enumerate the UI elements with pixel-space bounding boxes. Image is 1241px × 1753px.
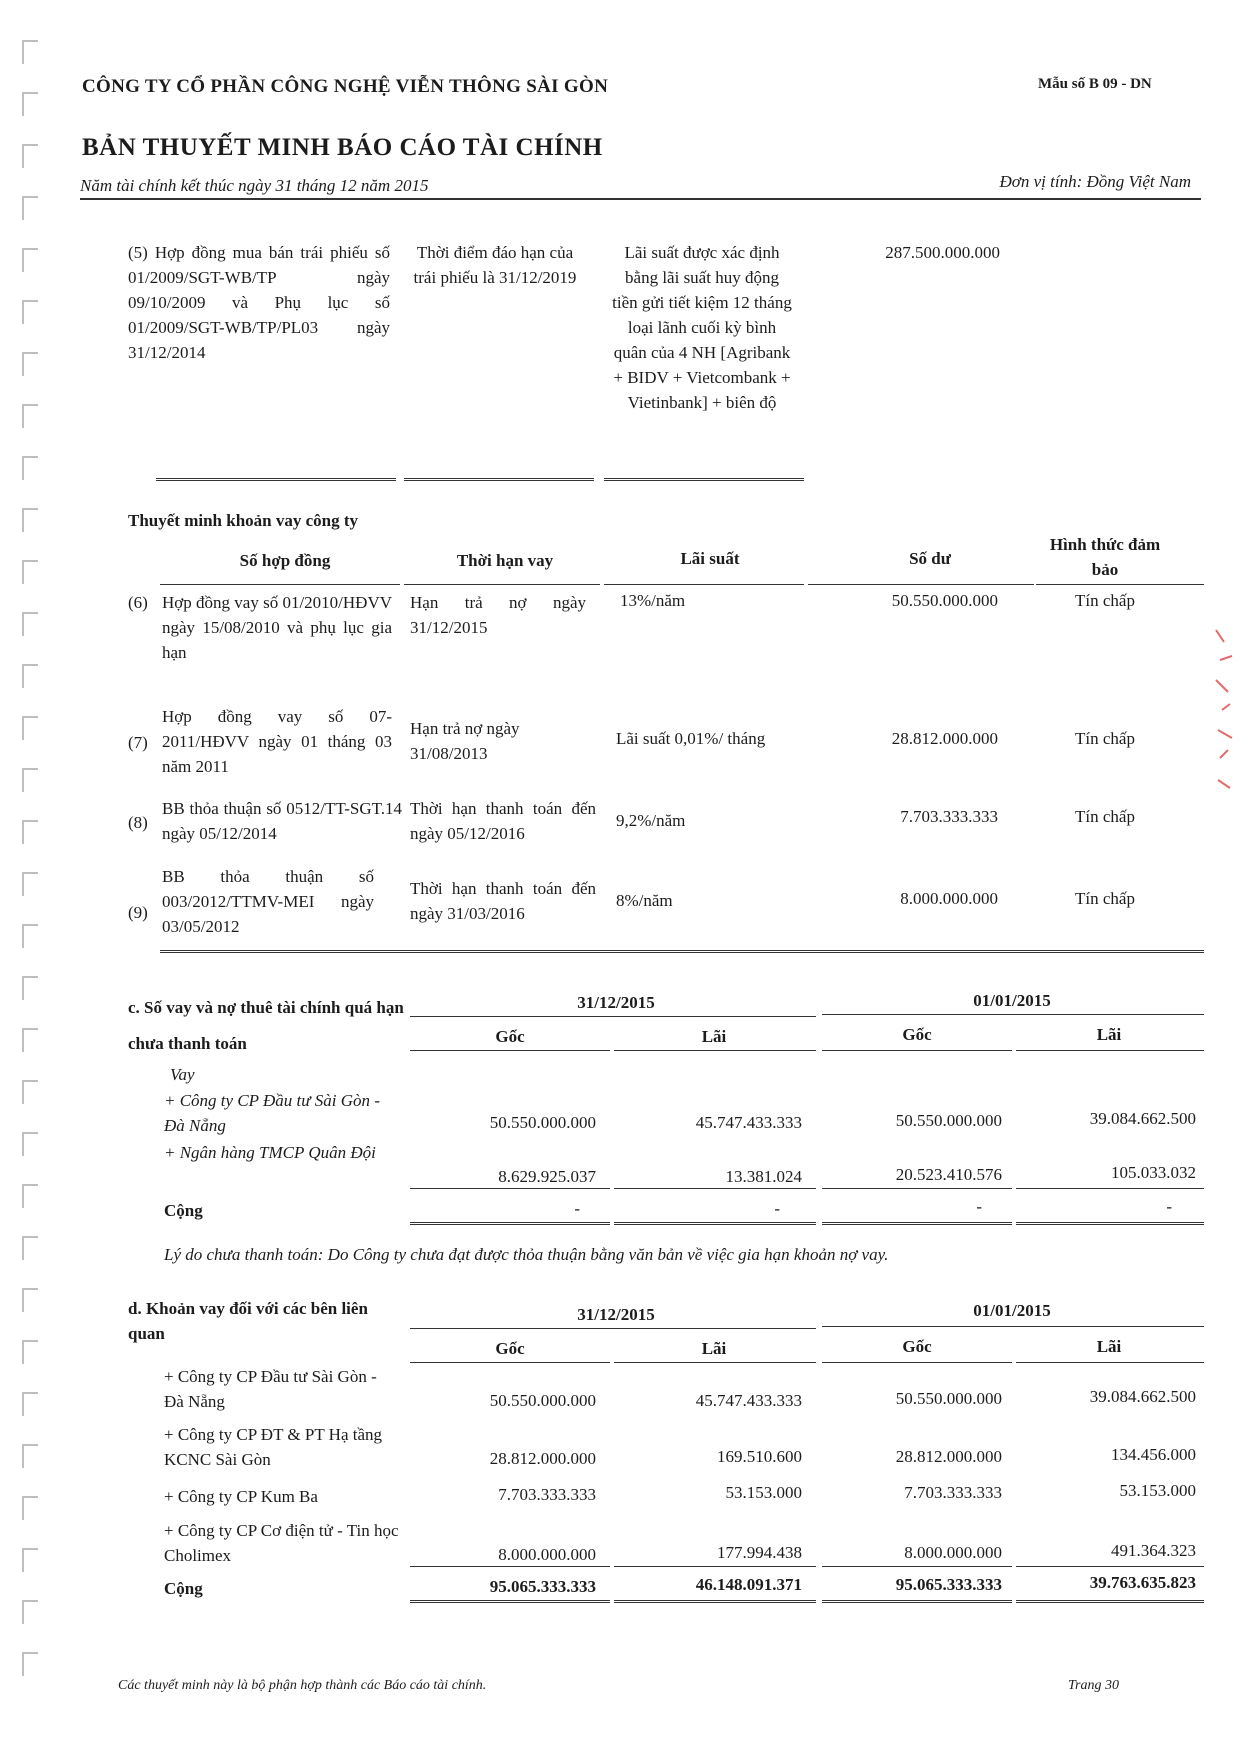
section-d-row-i1: 177.994.438	[717, 1543, 802, 1562]
fiscal-period: Năm tài chính kết thúc ngày 31 tháng 12 năm 2015	[80, 176, 429, 195]
section-c-row-p2: 20.523.410.576	[895, 1165, 1002, 1184]
section-c-total-rule	[822, 1222, 1012, 1225]
section-d-row-i2: 134.456.000	[1111, 1445, 1196, 1464]
loans-header-rule	[404, 584, 600, 585]
section-c-col-principal: Gốc	[902, 1025, 932, 1044]
section-d-subtotal-rule	[410, 1566, 610, 1567]
section-d-row-name: + Công ty CP Kum Ba	[164, 1487, 318, 1506]
section-c-row-name: + Ngân hàng TMCP Quân Đội	[164, 1143, 376, 1162]
loans-header-rule	[1036, 584, 1204, 585]
section-d-row-i2: 39.084.662.500	[1089, 1387, 1196, 1406]
loan-row-guarantee: Tín chấp	[1075, 729, 1135, 748]
section-c-total-p1: -	[574, 1199, 580, 1218]
section-d-row-name: + Công ty CP Cơ điện tử - Tin học Cholimex	[164, 1521, 399, 1565]
section-c-total-label: Cộng	[164, 1201, 203, 1220]
bond-rule	[156, 478, 396, 481]
company-name: CÔNG TY CỔ PHẦN CÔNG NGHỆ VIỄN THÔNG SÀI GÒN	[82, 76, 609, 97]
bond-rate: Lãi suất được xác định bằng lãi suất huy động tiền gửi tiết kiệm 12 tháng loại lãnh cuối kỳ bình quân của 4 NH [Agribank + BIDV + Vietcombank + Vietinbank] + biên độ	[612, 243, 792, 412]
section-d-row-p1: 50.550.000.000	[489, 1391, 596, 1410]
section-d-date-rule	[822, 1326, 1204, 1327]
section-d-row-i1: 169.510.600	[717, 1447, 802, 1466]
section-c-subtotal-rule	[822, 1188, 1012, 1189]
section-d-header-rule	[822, 1362, 1012, 1363]
loan-row-term: Hạn trả nợ ngày 31/12/2015	[410, 593, 586, 637]
bond-rule	[404, 478, 594, 481]
section-d-row-i2: 53.153.000	[1119, 1481, 1196, 1500]
section-d-row-name: + Công ty CP ĐT & PT Hạ tầng KCNC Sài Gòn	[164, 1425, 383, 1469]
form-number: Mẫu số B 09 - DN	[1038, 76, 1152, 92]
section-c-col-interest: Lãi	[1096, 1025, 1122, 1044]
section-d-row-p2: 8.000.000.000	[904, 1543, 1002, 1562]
section-c-group: Vay	[170, 1065, 195, 1084]
section-c-col-interest: Lãi	[701, 1027, 727, 1046]
loan-row-rate: 9,2%/năm	[616, 811, 686, 830]
section-d-date1: 31/12/2015	[577, 1305, 655, 1324]
section-d-row-name: + Công ty CP Đầu tư Sài Gòn - Đà Nẵng	[164, 1367, 377, 1411]
bond-rule	[604, 478, 804, 481]
loan-row-contract: Hợp đồng vay số 07-2011/HĐVV ngày 01 tháng 03 năm 2011	[162, 707, 392, 776]
loan-row-rate: Lãi suất 0,01%/ tháng	[616, 729, 766, 748]
loans-header-term: Thời hạn vay	[456, 551, 554, 570]
section-c-date-rule	[822, 1014, 1204, 1015]
section-d-col-interest: Lãi	[1096, 1337, 1122, 1356]
loan-row-term: Hạn trả nợ ngày 31/08/2013	[410, 719, 520, 763]
loans-header-rule	[808, 584, 1034, 585]
section-c-date1: 31/12/2015	[577, 993, 655, 1012]
loan-row-rate: 13%/năm	[620, 591, 686, 610]
loan-row-term: Thời hạn thanh toán đến ngày 05/12/2016	[410, 799, 596, 843]
section-d-subtotal-rule	[1016, 1566, 1204, 1567]
loan-row-contract: BB thỏa thuận số 003/2012/TTMV-MEI ngày 03/05/2012	[162, 867, 374, 936]
section-c-header-rule	[410, 1050, 610, 1051]
section-d-row-p1: 8.000.000.000	[498, 1545, 596, 1564]
loan-row-no: (6)	[128, 593, 148, 612]
section-d-col-interest: Lãi	[701, 1339, 727, 1358]
section-d-total-label: Cộng	[164, 1579, 203, 1598]
section-c-row-i1: 45.747.433.333	[695, 1113, 802, 1132]
loan-row-rate: 8%/năm	[616, 891, 673, 910]
section-c-row-i2: 105.033.032	[1111, 1163, 1196, 1182]
section-c-total-i2: -	[1166, 1197, 1172, 1216]
loans-header-contract: Số hợp đồng	[239, 551, 331, 570]
section-d-row-i1: 45.747.433.333	[695, 1391, 802, 1410]
bond-balance: 287.500.000.000	[885, 243, 1000, 262]
footer-note: Các thuyết minh này là bộ phận hợp thành các Báo cáo tài chính.	[118, 1678, 487, 1693]
section-c-header-rule	[822, 1050, 1012, 1051]
section-c-total-rule	[614, 1222, 816, 1225]
section-c-row-name: + Công ty CP Đầu tư Sài Gòn - Đà Nẵng	[164, 1091, 380, 1135]
section-d-header-rule	[410, 1362, 610, 1363]
section-d-date2: 01/01/2015	[973, 1301, 1051, 1320]
section-c-date2: 01/01/2015	[973, 991, 1051, 1010]
section-d-total-rule	[614, 1600, 816, 1603]
binding-margin	[22, 40, 44, 1704]
section-c-total-rule	[1016, 1222, 1204, 1225]
page-number: Trang 30	[1068, 1678, 1119, 1693]
currency-unit: Đơn vị tính: Đồng Việt Nam	[999, 172, 1191, 191]
loan-row-contract: Hợp đồng vay số 01/2010/HĐVV ngày 15/08/2010 và phụ lục gia hạn	[162, 593, 392, 662]
loan-row-no: (9)	[128, 903, 148, 922]
section-d-header-rule	[1016, 1362, 1204, 1363]
stamp-fragment	[1210, 620, 1238, 800]
section-d-row-i1: 53.153.000	[725, 1483, 802, 1502]
section-d-col-principal: Gốc	[902, 1337, 932, 1356]
loan-row-balance: 8.000.000.000	[900, 889, 998, 908]
section-d-total-i1: 46.148.091.371	[695, 1575, 802, 1594]
section-c-row-p1: 8.629.925.037	[498, 1167, 596, 1186]
section-d-row-i2: 491.364.323	[1111, 1541, 1196, 1560]
loan-row-contract: BB thỏa thuận số 0512/TT-SGT.14 ngày 05/12/2014	[162, 799, 402, 843]
loans-header-guarantee: Hình thức đảm bảo	[1049, 535, 1161, 579]
section-d-col-principal: Gốc	[495, 1339, 525, 1358]
loans-header-balance: Số dư	[909, 549, 951, 568]
section-c-subtotal-rule	[410, 1188, 610, 1189]
section-c-row-p1: 50.550.000.000	[489, 1113, 596, 1132]
loans-bottom-rule	[160, 950, 1204, 953]
loan-row-term: Thời hạn thanh toán đến ngày 31/03/2016	[410, 879, 596, 923]
loans-header-rule	[160, 584, 400, 585]
header-rule	[80, 198, 1201, 200]
section-d-row-p1: 7.703.333.333	[498, 1485, 596, 1504]
page-title: BẢN THUYẾT MINH BÁO CÁO TÀI CHÍNH	[82, 134, 603, 161]
section-c-subtotal-rule	[1016, 1188, 1204, 1189]
section-d-total-rule	[410, 1600, 610, 1603]
loans-header-rate: Lãi suất	[680, 549, 740, 568]
section-c-col-principal: Gốc	[495, 1027, 525, 1046]
section-c-header-rule	[614, 1050, 816, 1051]
loan-row-balance: 50.550.000.000	[891, 591, 998, 610]
section-c-header-rule	[1016, 1050, 1204, 1051]
section-c-subtotal-rule	[614, 1188, 816, 1189]
section-d-subtotal-rule	[614, 1566, 816, 1567]
section-c-total-rule	[410, 1222, 610, 1225]
section-c-row-p2: 50.550.000.000	[895, 1111, 1002, 1130]
loan-row-guarantee: Tín chấp	[1075, 591, 1135, 610]
section-d-total-p1: 95.065.333.333	[489, 1577, 596, 1596]
section-d-row-p1: 28.812.000.000	[489, 1449, 596, 1468]
section-c-row-i1: 13.381.024	[725, 1167, 802, 1186]
section-c-date-rule	[410, 1016, 816, 1017]
section-d-total-i2: 39.763.635.823	[1089, 1573, 1196, 1592]
loan-row-balance: 28.812.000.000	[891, 729, 998, 748]
loan-row-guarantee: Tín chấp	[1075, 889, 1135, 908]
loans-header-rule	[604, 584, 804, 585]
section-c-total-i1: -	[774, 1199, 780, 1218]
section-c-title: c. Số vay và nợ thuê tài chính quá hạn chưa thanh toán	[128, 998, 404, 1053]
section-d-row-p2: 28.812.000.000	[895, 1447, 1002, 1466]
section-d-total-rule	[1016, 1600, 1204, 1603]
section-d-subtotal-rule	[822, 1566, 1012, 1567]
loan-row-balance: 7.703.333.333	[900, 807, 998, 826]
section-d-row-p2: 50.550.000.000	[895, 1389, 1002, 1408]
loans-title: Thuyết minh khoản vay công ty	[128, 511, 359, 530]
section-c-total-p2: -	[976, 1197, 982, 1216]
loan-row-no: (7)	[128, 733, 148, 752]
bond-maturity: Thời điểm đáo hạn của trái phiếu là 31/12/2019	[413, 243, 577, 287]
section-d-total-rule	[822, 1600, 1012, 1603]
bond-contract: (5) Hợp đồng mua bán trái phiếu số 01/2009/SGT-WB/TP ngày 09/10/2009 và Phụ lục số 01/2009/SGT-WB/TP/PL03 ngày 31/12/2014	[128, 243, 390, 362]
section-d-row-p2: 7.703.333.333	[904, 1483, 1002, 1502]
section-d-title: d. Khoản vay đối với các bên liên quan	[128, 1299, 368, 1343]
section-d-total-p2: 95.065.333.333	[895, 1575, 1002, 1594]
section-c-row-i2: 39.084.662.500	[1089, 1109, 1196, 1128]
loan-row-no: (8)	[128, 813, 148, 832]
loan-row-guarantee: Tín chấp	[1075, 807, 1135, 826]
section-c-reason: Lý do chưa thanh toán: Do Công ty chưa đạt được thỏa thuận bằng văn bản về việc gia hạn khoản nợ vay.	[164, 1245, 889, 1264]
section-d-date-rule	[410, 1328, 816, 1329]
section-d-header-rule	[614, 1362, 816, 1363]
